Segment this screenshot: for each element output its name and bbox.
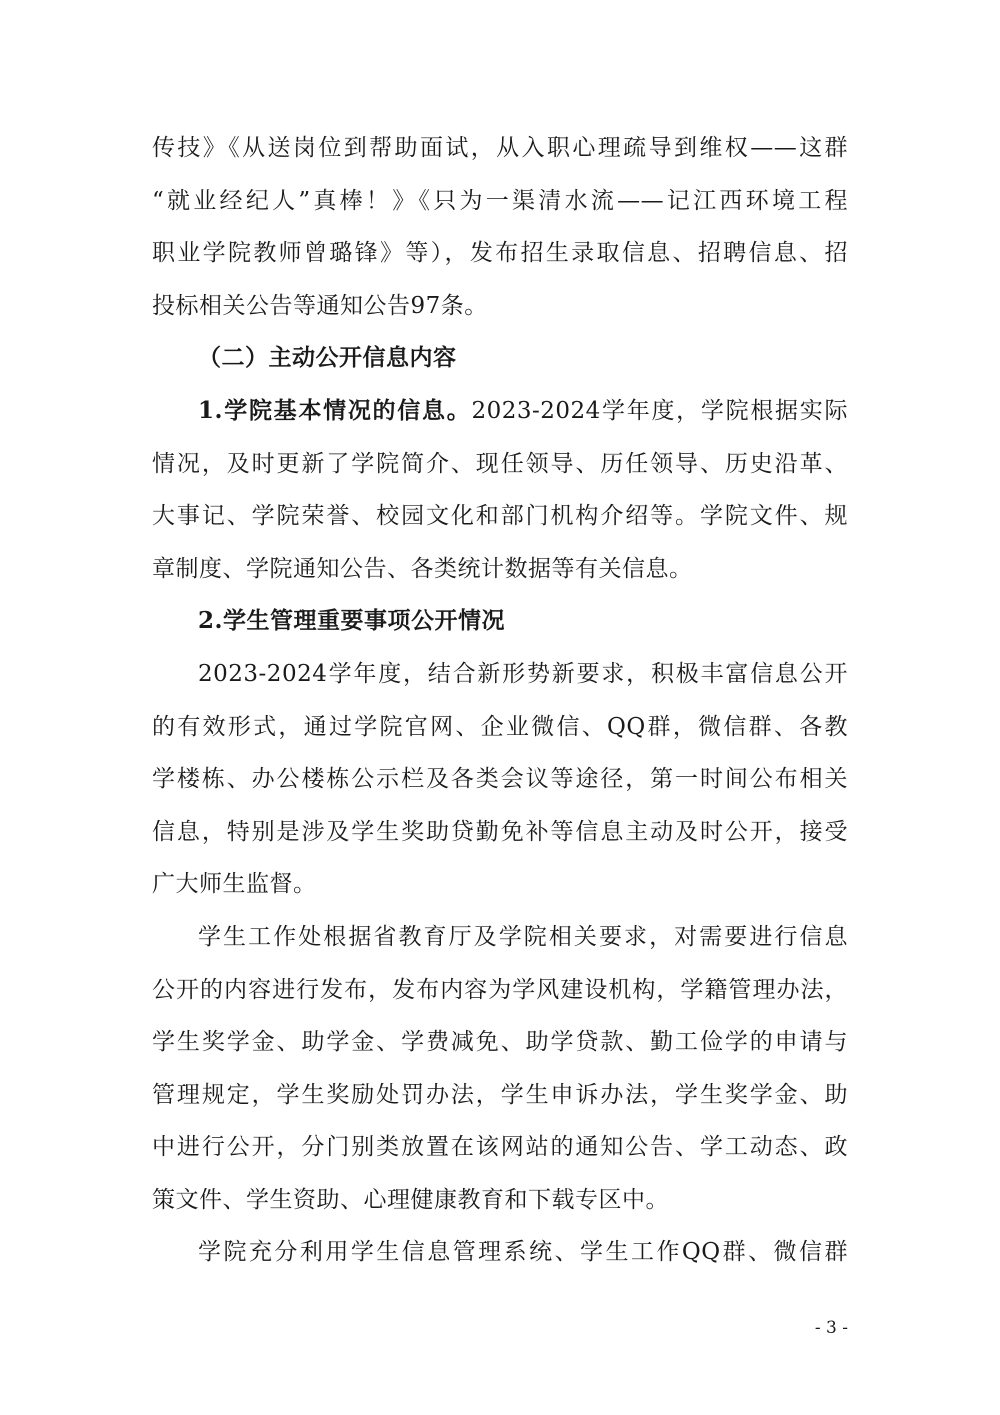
paragraph-line: “就业经纪人”真棒！》《只为一渠清水流——记江西环境工程 — [152, 187, 848, 214]
paragraph-line: 学生工作处根据省教育厅及学院相关要求，对需要进行信息 — [198, 923, 848, 950]
section-heading: （二）主动公开信息内容 — [198, 344, 457, 372]
paragraph-line: 大事记、学院荣誉、校园文化和部门机构介绍等。学院文件、规 — [152, 503, 848, 530]
paragraph-line: 广大师生监督。 — [152, 871, 317, 898]
paragraph-line: 策文件、学生资助、心理健康教育和下载专区中。 — [152, 1186, 669, 1213]
subsection-heading: 2.学生管理重要事项公开情况 — [198, 607, 506, 635]
paragraph-line: 2023-2024学年度，结合新形势新要求，积极丰富信息公开 — [198, 660, 848, 687]
paragraph-line: 传技》《从送岗位到帮助面试，从入职心理疏导到维权——这群 — [152, 135, 848, 161]
paragraph-line: 学生奖学金、助学金、学费减免、助学贷款、勤工俭学的申请与 — [152, 1029, 848, 1056]
paragraph-line: 学楼栋、办公楼栋公示栏及各类会议等途径，第一时间公布相关 — [152, 766, 848, 793]
paragraph-line: 学院充分利用学生信息管理系统、学生工作QQ群、微信群 — [198, 1239, 848, 1266]
paragraph-line: 章制度、学院通知公告、各类统计数据等有关信息。 — [152, 555, 693, 582]
paragraph-line: 职业学院教师曾璐锋》等），发布招生录取信息、招聘信息、招 — [152, 240, 848, 267]
paragraph-line — [152, 385, 848, 438]
paragraph-line: 中进行公开，分门别类放置在该网站的通知公告、学工动态、政 — [152, 1134, 848, 1161]
paragraph-text: 2023-2024学年度，学院根据实际 — [471, 397, 849, 424]
page-number: - 3 - — [814, 1318, 848, 1338]
paragraph-line: 的有效形式，通过学院官网、企业微信、QQ群，微信群、各教 — [152, 713, 848, 740]
document-body — [152, 122, 848, 1279]
subsection-lead: 1.学院基本情况的信息。 — [198, 396, 472, 424]
paragraph-line: 管理规定，学生奖励处罚办法，学生申诉办法，学生奖学金、助 — [152, 1081, 848, 1108]
paragraph-line: 公开的内容进行发布，发布内容为学风建设机构，学籍管理办法， — [152, 976, 848, 1003]
paragraph-line: 信息，特别是涉及学生奖助贷勤免补等信息主动及时公开，接受 — [152, 818, 848, 845]
paragraph-line: 情况，及时更新了学院简介、现任领导、历任领导、历史沿革、 — [152, 450, 848, 477]
paragraph-line: 投标相关公告等通知公告97条。 — [152, 292, 488, 319]
